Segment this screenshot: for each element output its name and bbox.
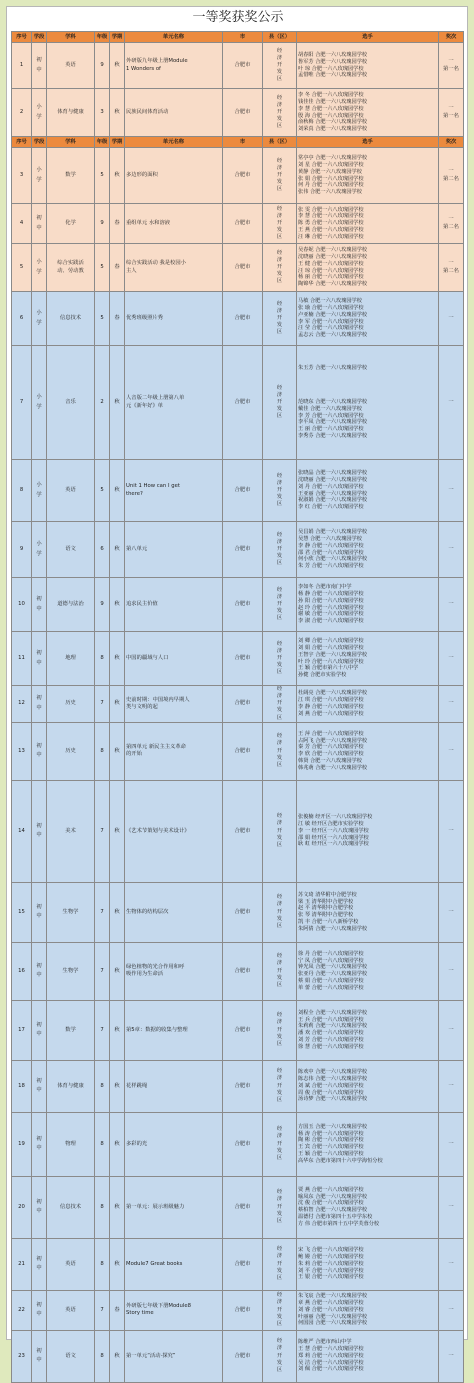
subject-cell: 数学 — [47, 1000, 95, 1060]
award-cell: 一 — [439, 632, 464, 686]
grade-cell: 5 — [95, 460, 110, 522]
term-cell: 秋 — [110, 686, 125, 723]
city-cell: 合肥市 — [223, 632, 263, 686]
subject-cell: 美术 — [47, 780, 95, 882]
column-header: 奖次 — [439, 32, 464, 43]
term-cell: 秋 — [110, 1330, 125, 1382]
subject-cell: 信息技术 — [47, 292, 95, 346]
county-cell: 经 济 开 发 区 — [263, 632, 297, 686]
column-header: 县（区） — [263, 137, 297, 148]
unit-cell: 绿色植物的光合作用和呼 吸作用为生命活 — [125, 942, 223, 1000]
unit-cell: 史前时期：中国境内早期人 类与文明的起 — [125, 686, 223, 723]
column-header: 选手 — [297, 32, 439, 43]
subject-cell: 综合实践活 动、劳动教 — [47, 244, 95, 292]
members-cell: 朱飞宸 合肥一六八玫瑰园学校 章 燕 合肥一六八玫瑰园学校 刘 睿 合肥一六八玫瑰园学校 叶丽丽 合肥一六八玫瑰园学校 何国园 合肥一六八玫瑰园学校 — [297, 1290, 439, 1330]
county-cell: 经 济 开 发 区 — [263, 346, 297, 460]
members-cell: 李 冬 合肥一六八玫瑰园学校 钱佳佳 合肥一六八玫瑰园学校 李 慧 合肥一六八玫瑰园学校 殷 海 合肥一六八玫瑰园学校 俞秋梅 合肥一六八玫瑰园学校 刘荣真 合肥一六八玫瑰园学校 — [297, 89, 439, 137]
members-cell: 常亭亭 合肥一六八玫瑰园学校 刘 星 合肥一六八玫瑰园学校 黄静 合肥一六八玫瑰园学校 张 娟 合肥一六八玫瑰园学校 何 丹 合肥一六八玫瑰园学校 张伟 合肥一六八玫瑰园学校 — [297, 148, 439, 204]
seq-cell: 19 — [12, 1112, 32, 1176]
award-cell: 一 第一名 — [439, 89, 464, 137]
award-cell: 一 — [439, 460, 464, 522]
table-row — [12, 632, 464, 686]
stage-cell: 初 中 — [32, 578, 47, 632]
members-cell: 徐 丹 合肥一六八玫瑰园学校 宁 凤 合肥一六八玫瑰园学校 钟光凤 合肥一六八玫瑰园学校 张亚丹 合肥一六八玫瑰园学校 蔡 娟 合肥一六八玫瑰园学校 单 蕾 合肥一六八玫瑰园学校 — [297, 942, 439, 1000]
grade-cell: 8 — [95, 1060, 110, 1112]
stage-cell: 初 中 — [32, 1176, 47, 1238]
award-cell: 一 — [439, 722, 464, 780]
grade-cell: 5 — [95, 244, 110, 292]
term-cell: 秋 — [110, 43, 125, 89]
grade-cell: 9 — [95, 204, 110, 244]
city-cell: 合肥市 — [223, 1112, 263, 1176]
subject-cell: 英语 — [47, 1290, 95, 1330]
term-cell: 春 — [110, 1290, 125, 1330]
members-cell: 苏文琦 清华附中合肥学校 梁 玉 清华附中合肥学校 赵 平 清华附中合肥学校 张 琴 清华附中合肥学校 凯 丰 合肥一六八新桥学校 朱阿倩 合肥一六八玫瑰园学校 — [297, 882, 439, 942]
city-cell: 合肥市 — [223, 244, 263, 292]
table-row — [12, 346, 464, 460]
table-header-row — [12, 32, 464, 43]
column-header: 学科 — [47, 32, 95, 43]
unit-cell: 重组单元 水和溶液 — [125, 204, 223, 244]
table-row — [12, 1000, 464, 1060]
column-header: 奖次 — [439, 137, 464, 148]
city-cell: 合肥市 — [223, 460, 263, 522]
table-row — [12, 1060, 464, 1112]
city-cell: 合肥市 — [223, 346, 263, 460]
award-cell: 一 — [439, 686, 464, 723]
county-cell: 经 济 开 发 区 — [263, 522, 297, 578]
members-cell: 王 萍 合肥一六八玫瑰园学校 占阿飞 合肥一六八玫瑰园学校 秦 芳 合肥一六八玫瑰园学校 李 欣 合肥一六八玫瑰园学校 韩贤 合肥一六八玫瑰园学校 韩兆萌 合肥一六八玫瑰园学校 — [297, 722, 439, 780]
grade-cell: 6 — [95, 522, 110, 578]
unit-cell: 人音版二年级上册第八单 元《新年好》单 — [125, 346, 223, 460]
county-cell: 经 济 开 发 区 — [263, 1000, 297, 1060]
term-cell: 春 — [110, 204, 125, 244]
grade-cell: 7 — [95, 686, 110, 723]
table-row — [12, 882, 464, 942]
grade-cell: 9 — [95, 43, 110, 89]
unit-cell: 追求民主价值 — [125, 578, 223, 632]
term-cell: 秋 — [110, 882, 125, 942]
award-cell: 一 — [439, 522, 464, 578]
document-frame — [6, 6, 468, 1373]
column-header: 市 — [223, 137, 263, 148]
stage-cell: 初 中 — [32, 1330, 47, 1382]
stage-cell: 初 中 — [32, 1238, 47, 1290]
term-cell: 秋 — [110, 460, 125, 522]
members-cell: 张俊楠 经开区一六八玫瑰园学校 江 敏 经开区合肥市实验学校 李 一 经开区一六八玫瑰园学校 邵 娟 经开区一六八玫瑰园学校 耿 虹 经开区一六八玫瑰园学校 — [297, 780, 439, 882]
unit-cell: 第一单元：展示班级魅力 — [125, 1176, 223, 1238]
unit-cell: 多边形的面积 — [125, 148, 223, 204]
seq-cell: 18 — [12, 1060, 32, 1112]
stage-cell: 小 学 — [32, 460, 47, 522]
unit-cell: 花样跳绳 — [125, 1060, 223, 1112]
stage-cell: 小 学 — [32, 89, 47, 137]
award-cell: 一 — [439, 1176, 464, 1238]
column-header: 选手 — [297, 137, 439, 148]
county-cell: 经 济 开 发 区 — [263, 722, 297, 780]
table-row — [12, 578, 464, 632]
subject-cell: 地理 — [47, 632, 95, 686]
table-row — [12, 43, 464, 89]
column-header: 年级 — [95, 137, 110, 148]
award-cell: 一 — [439, 1112, 464, 1176]
term-cell: 秋 — [110, 1238, 125, 1290]
seq-cell: 9 — [12, 522, 32, 578]
stage-cell: 初 中 — [32, 722, 47, 780]
table-row — [12, 722, 464, 780]
table-row — [12, 522, 464, 578]
unit-cell: 《艺术节策划与美术设计》 — [125, 780, 223, 882]
stage-cell: 初 中 — [32, 1112, 47, 1176]
city-cell: 合肥市 — [223, 722, 263, 780]
unit-cell: 第一单元“活动·探究” — [125, 1330, 223, 1382]
term-cell: 秋 — [110, 148, 125, 204]
stage-cell: 初 中 — [32, 632, 47, 686]
award-cell: 一 — [439, 942, 464, 1000]
page-title: 一等奖获奖公示 — [192, 10, 284, 25]
stage-cell: 小 学 — [32, 522, 47, 578]
seq-cell: 11 — [12, 632, 32, 686]
column-header: 年级 — [95, 32, 110, 43]
grade-cell: 8 — [95, 632, 110, 686]
city-cell: 合肥市 — [223, 882, 263, 942]
seq-cell: 16 — [12, 942, 32, 1000]
term-cell: 秋 — [110, 780, 125, 882]
grade-cell: 7 — [95, 1290, 110, 1330]
award-cell: 一 第二名 — [439, 244, 464, 292]
subject-cell: 体育与健康 — [47, 1060, 95, 1112]
term-cell: 秋 — [110, 1060, 125, 1112]
award-cell: 一 第一名 — [439, 43, 464, 89]
subject-cell: 生物学 — [47, 942, 95, 1000]
column-header: 学科 — [47, 137, 95, 148]
grade-cell: 8 — [95, 1176, 110, 1238]
seq-cell: 13 — [12, 722, 32, 780]
city-cell: 合肥市 — [223, 578, 263, 632]
city-cell: 合肥市 — [223, 1176, 263, 1238]
subject-cell: 语文 — [47, 1330, 95, 1382]
term-cell: 秋 — [110, 1112, 125, 1176]
subject-cell: 生物学 — [47, 882, 95, 942]
county-cell: 经 济 开 发 区 — [263, 1060, 297, 1112]
stage-cell: 小 学 — [32, 346, 47, 460]
members-cell: 刘 卿 合肥一六八玫瑰园学校 刘 娟 合肥一六八玫瑰园学校 王智宇 合肥一六八玫瑰园学校 叶 玲 合肥一六八玫瑰园学校 王 颖 合肥市第六十八中学 孙健 合肥市实验学校 — [297, 632, 439, 686]
county-cell: 经 济 开 发 区 — [263, 1112, 297, 1176]
unit-cell: Unit 1 How can I get there? — [125, 460, 223, 522]
seq-cell: 1 — [12, 43, 32, 89]
members-cell: 杜阔亮 合肥一六八玫瑰园学校 江 琪 合肥一六八玫瑰园学校 李 静 合肥一六八玫瑰园学校 刘 燕 合肥一六八玫瑰园学校 — [297, 686, 439, 723]
table-row — [12, 1238, 464, 1290]
stage-cell: 初 中 — [32, 686, 47, 723]
stage-cell: 初 中 — [32, 942, 47, 1000]
members-cell: 陈欢中 合肥一六八玫瑰园学校 陈志伟 合肥一六八玫瑰园学校 刘 斌 合肥一六八玫瑰园学校 周 俊 合肥一六八玫瑰园学校 汤诗梦 合肥一六八玫瑰园学校 — [297, 1060, 439, 1112]
table-row — [12, 942, 464, 1000]
award-cell: 一 第二名 — [439, 148, 464, 204]
term-cell: 秋 — [110, 578, 125, 632]
unit-cell: Module7 Great books — [125, 1238, 223, 1290]
county-cell: 经 济 开 发 区 — [263, 578, 297, 632]
county-cell: 经 济 开 发 区 — [263, 1238, 297, 1290]
seq-cell: 22 — [12, 1290, 32, 1330]
award-cell: 一 — [439, 578, 464, 632]
seq-cell: 4 — [12, 204, 32, 244]
seq-cell: 20 — [12, 1176, 32, 1238]
table-row — [12, 89, 464, 137]
table-row — [12, 1290, 464, 1330]
county-cell: 经 济 开 发 区 — [263, 204, 297, 244]
county-cell: 经 济 开 发 区 — [263, 1176, 297, 1238]
city-cell: 合肥市 — [223, 1000, 263, 1060]
grade-cell: 8 — [95, 722, 110, 780]
seq-cell: 15 — [12, 882, 32, 942]
seq-cell: 8 — [12, 460, 32, 522]
table-row — [12, 460, 464, 522]
city-cell: 合肥市 — [223, 1290, 263, 1330]
stage-cell: 小 学 — [32, 244, 47, 292]
members-cell: 陈维严 合肥市西山中学 王 慧 合肥一六八玫瑰园学校 郑 莉 合肥一六八玫瑰园学校 吴 洁 合肥一六八玫瑰园学校 刘 佩 合肥一六八玫瑰园学校 — [297, 1330, 439, 1382]
city-cell: 合肥市 — [223, 292, 263, 346]
column-header: 单元名称 — [125, 137, 223, 148]
column-header: 学期 — [110, 137, 125, 148]
stage-cell: 小 学 — [32, 148, 47, 204]
table-header-row — [12, 137, 464, 148]
grade-cell: 8 — [95, 1112, 110, 1176]
county-cell: 经 济 开 发 区 — [263, 780, 297, 882]
members-cell: 吴春妮 合肥一六八玫瑰园学校 沈晓丽 合肥一六八玫瑰园学校 王 健 合肥一六八玫瑰园学校 汪 琼 合肥一六八玫瑰园学校 杨 丽 合肥一六八玫瑰园学校 陶锦华 合肥一六八玫瑰园学校 — [297, 244, 439, 292]
city-cell: 合肥市 — [223, 1060, 263, 1112]
county-cell: 经 济 开 发 区 — [263, 244, 297, 292]
award-table-body — [12, 32, 464, 1383]
grade-cell: 2 — [95, 346, 110, 460]
subject-cell: 信息技术 — [47, 1176, 95, 1238]
county-cell: 经 济 开 发 区 — [263, 1290, 297, 1330]
city-cell: 合肥市 — [223, 148, 263, 204]
subject-cell: 英语 — [47, 1238, 95, 1290]
members-cell: 张 雯 合肥一六八玫瑰园学校 李 慧 合肥一六八玫瑰园学校 陈 勇 合肥一六八玫瑰园学校 王 燕 合肥一六八玫瑰园学校 汪 琳 合肥一六八玫瑰园学校 — [297, 204, 439, 244]
term-cell: 春 — [110, 292, 125, 346]
column-header: 学段 — [32, 137, 47, 148]
seq-cell: 10 — [12, 578, 32, 632]
subject-cell: 英语 — [47, 460, 95, 522]
term-cell: 秋 — [110, 722, 125, 780]
table-row — [12, 1330, 464, 1382]
members-cell: 马敏 合肥一六八玫瑰园学校 张 瑜 合肥一六八玫瑰园学校 卢亚楠 合肥一六八玫瑰园学校 李 军 合肥一六八玫瑰园学校 汪 莹 合肥一六八玫瑰园学校 孟志云 合肥一六八玫瑰园学校 — [297, 292, 439, 346]
grade-cell: 3 — [95, 89, 110, 137]
seq-cell: 12 — [12, 686, 32, 723]
subject-cell: 化学 — [47, 204, 95, 244]
table-row — [12, 780, 464, 882]
unit-cell: 外研版九年级上册Module 1 Wonders of — [125, 43, 223, 89]
award-cell: 一 — [439, 292, 464, 346]
city-cell: 合肥市 — [223, 522, 263, 578]
unit-cell: 第八单元 — [125, 522, 223, 578]
column-header: 序号 — [12, 32, 32, 43]
members-cell: 贾 燕 合肥一六八玫瑰园学校 喻凤东 合肥一六八玫瑰园学校 沈 俊 合肥一六八玫瑰园学校 蔡柏智 合肥一六八玫瑰园学校 温德付 合肥市第四十五中学东校 方 伟 合肥市第四十五中学芙蓉分校 — [297, 1176, 439, 1238]
unit-cell: 生物体的结构层次 — [125, 882, 223, 942]
seq-cell: 21 — [12, 1238, 32, 1290]
stage-cell: 初 中 — [32, 882, 47, 942]
county-cell: 经 济 开 发 区 — [263, 686, 297, 723]
stage-cell: 初 中 — [32, 43, 47, 89]
grade-cell: 8 — [95, 1330, 110, 1382]
members-cell: 胡春阳 合肥一六八玫瑰园学校 鲁军芳 合肥一六八玫瑰园学校 叶 琼 合肥一六八玫瑰园学校 孟惜唯 合肥一六八玫瑰园学校 — [297, 43, 439, 89]
column-header: 市 — [223, 32, 263, 43]
subject-cell: 英语 — [47, 43, 95, 89]
county-cell: 经 济 开 发 区 — [263, 1330, 297, 1382]
term-cell: 秋 — [110, 942, 125, 1000]
county-cell: 经 济 开 发 区 — [263, 148, 297, 204]
stage-cell: 初 中 — [32, 204, 47, 244]
county-cell: 经 济 开 发 区 — [263, 942, 297, 1000]
grade-cell: 7 — [95, 882, 110, 942]
award-cell: 一 — [439, 882, 464, 942]
term-cell: 秋 — [110, 89, 125, 137]
subject-cell: 数学 — [47, 148, 95, 204]
grade-cell: 5 — [95, 292, 110, 346]
seq-cell: 14 — [12, 780, 32, 882]
seq-cell: 7 — [12, 346, 32, 460]
term-cell: 秋 — [110, 1176, 125, 1238]
county-cell: 经 济 开 发 区 — [263, 292, 297, 346]
table-row — [12, 204, 464, 244]
grade-cell: 7 — [95, 942, 110, 1000]
table-row — [12, 292, 464, 346]
column-header: 县（区） — [263, 32, 297, 43]
members-cell: 朱玉芳 合肥一六八玫瑰园学校 范晓东 合肥一六八玫瑰园学校 戴佳 合肥一六八玫瑰园学校 李 芳 合肥一六八玫瑰园学校 李平凤 合肥一六八玫瑰园学校 王 丽 合肥一六八玫瑰园学校 李秀芬 合肥一六八玫瑰园学校 — [297, 346, 439, 460]
table-row — [12, 1176, 464, 1238]
term-cell: 春 — [110, 244, 125, 292]
table-row — [12, 1112, 464, 1176]
subject-cell: 音乐 — [47, 346, 95, 460]
city-cell: 合肥市 — [223, 1238, 263, 1290]
award-cell: 一 第二名 — [439, 204, 464, 244]
city-cell: 合肥市 — [223, 686, 263, 723]
table-row — [12, 686, 464, 723]
subject-cell: 历史 — [47, 686, 95, 723]
unit-cell: 第5章：数据的收集与整理 — [125, 1000, 223, 1060]
members-cell: 张晓晶 合肥一六八玫瑰园学校 沈晓丽 合肥一六八玫瑰园学校 刘 丹 合肥一六八玫瑰园学校 王亚丽 合肥一六八玫瑰园学校 祝淑娟 合肥一六八玫瑰园学校 李 红 合肥一六八玫瑰园学校 — [297, 460, 439, 522]
unit-cell: 第四单元 新民主主义革命 的开始 — [125, 722, 223, 780]
subject-cell: 道德与法治 — [47, 578, 95, 632]
city-cell: 合肥市 — [223, 1330, 263, 1382]
grade-cell: 8 — [95, 1238, 110, 1290]
seq-cell: 23 — [12, 1330, 32, 1382]
unit-cell: 民族民间体育活动 — [125, 89, 223, 137]
subject-cell: 物理 — [47, 1112, 95, 1176]
award-cell: 一 — [439, 1290, 464, 1330]
county-cell: 经 济 开 发 区 — [263, 882, 297, 942]
city-cell: 合肥市 — [223, 89, 263, 137]
unit-cell: 综合实践活动 我是校园小 主人 — [125, 244, 223, 292]
grade-cell: 7 — [95, 1000, 110, 1060]
stage-cell: 初 中 — [32, 1290, 47, 1330]
table-row — [12, 148, 464, 204]
award-cell: 一 — [439, 1330, 464, 1382]
city-cell: 合肥市 — [223, 43, 263, 89]
seq-cell: 2 — [12, 89, 32, 137]
term-cell: 秋 — [110, 632, 125, 686]
term-cell: 秋 — [110, 1000, 125, 1060]
subject-cell: 历史 — [47, 722, 95, 780]
city-cell: 合肥市 — [223, 942, 263, 1000]
members-cell: 吴昌娟 合肥一六八玫瑰园学校 吴慧 合肥一六八玫瑰园学校 李 静 合肥一六八玫瑰园学校 邵 君 合肥一六八玫瑰园学校 何小欣 合肥一六八玫瑰园学校 朱 芳 合肥一六八玫瑰园学校 — [297, 522, 439, 578]
grade-cell: 7 — [95, 780, 110, 882]
award-table — [11, 31, 464, 1383]
stage-cell: 小 学 — [32, 292, 47, 346]
stage-cell: 初 中 — [32, 780, 47, 882]
county-cell: 经 济 开 发 区 — [263, 89, 297, 137]
seq-cell: 3 — [12, 148, 32, 204]
members-cell: 刘程全 合肥一六八玫瑰园学校 王 兵 合肥一六八玫瑰园学校 朱莉莉 合肥一六八玫瑰园学校 潘 欢 合肥一六八玫瑰园学校 刘 芳 合肥一六八玫瑰园学校 徐 慧 合肥一六八玫瑰园学校 — [297, 1000, 439, 1060]
seq-cell: 5 — [12, 244, 32, 292]
award-cell: 一 — [439, 1238, 464, 1290]
seq-cell: 6 — [12, 292, 32, 346]
column-header: 学段 — [32, 32, 47, 43]
column-header: 单元名称 — [125, 32, 223, 43]
city-cell: 合肥市 — [223, 204, 263, 244]
award-cell: 一 — [439, 1060, 464, 1112]
stage-cell: 初 中 — [32, 1000, 47, 1060]
members-cell: 李如冬 合肥市南门中学 杨 静 合肥一六八玫瑰园学校 孙 阳 合肥一六八玫瑰园学校 赵 玲 合肥一六八玫瑰园学校 谢 敏 合肥一六八玫瑰园学校 李 淑 合肥一六八玫瑰园学校 — [297, 578, 439, 632]
seq-cell: 17 — [12, 1000, 32, 1060]
table-row — [12, 244, 464, 292]
award-cell: 一 — [439, 346, 464, 460]
subject-cell: 语文 — [47, 522, 95, 578]
city-cell: 合肥市 — [223, 780, 263, 882]
column-header: 学期 — [110, 32, 125, 43]
unit-cell: 外研版七年级下册Module8 Story time — [125, 1290, 223, 1330]
term-cell: 秋 — [110, 522, 125, 578]
award-cell: 一 — [439, 1000, 464, 1060]
grade-cell: 5 — [95, 148, 110, 204]
subject-cell: 体育与健康 — [47, 89, 95, 137]
county-cell: 经 济 开 发 区 — [263, 460, 297, 522]
county-cell: 经 济 开 发 区 — [263, 43, 297, 89]
unit-cell: 多彩的光 — [125, 1112, 223, 1176]
unit-cell: 中国的疆域与人口 — [125, 632, 223, 686]
award-cell: 一 — [439, 780, 464, 882]
members-cell: 宋 飞 合肥一六八玫瑰园学校 鲍 嫚 合肥一六八玫瑰园学校 朱 莉 合肥一六八玫瑰园学校 刘 平 合肥一六八玫瑰园学校 王 银 合肥一六八玫瑰园学校 — [297, 1238, 439, 1290]
grade-cell: 9 — [95, 578, 110, 632]
unit-cell: 优秀班级照片秀 — [125, 292, 223, 346]
term-cell: 秋 — [110, 346, 125, 460]
members-cell: 方国玉 合肥一六八玫瑰园学校 杨 涛 合肥一六八玫瑰园学校 陶 彬 合肥一六八玫瑰园学校 王 宾 合肥一六八玫瑰园学校 王 颖 合肥一六八玫瑰园学校 高华东 合肥市第四十六中学海恒分校 — [297, 1112, 439, 1176]
column-header: 序号 — [12, 137, 32, 148]
stage-cell: 初 中 — [32, 1060, 47, 1112]
